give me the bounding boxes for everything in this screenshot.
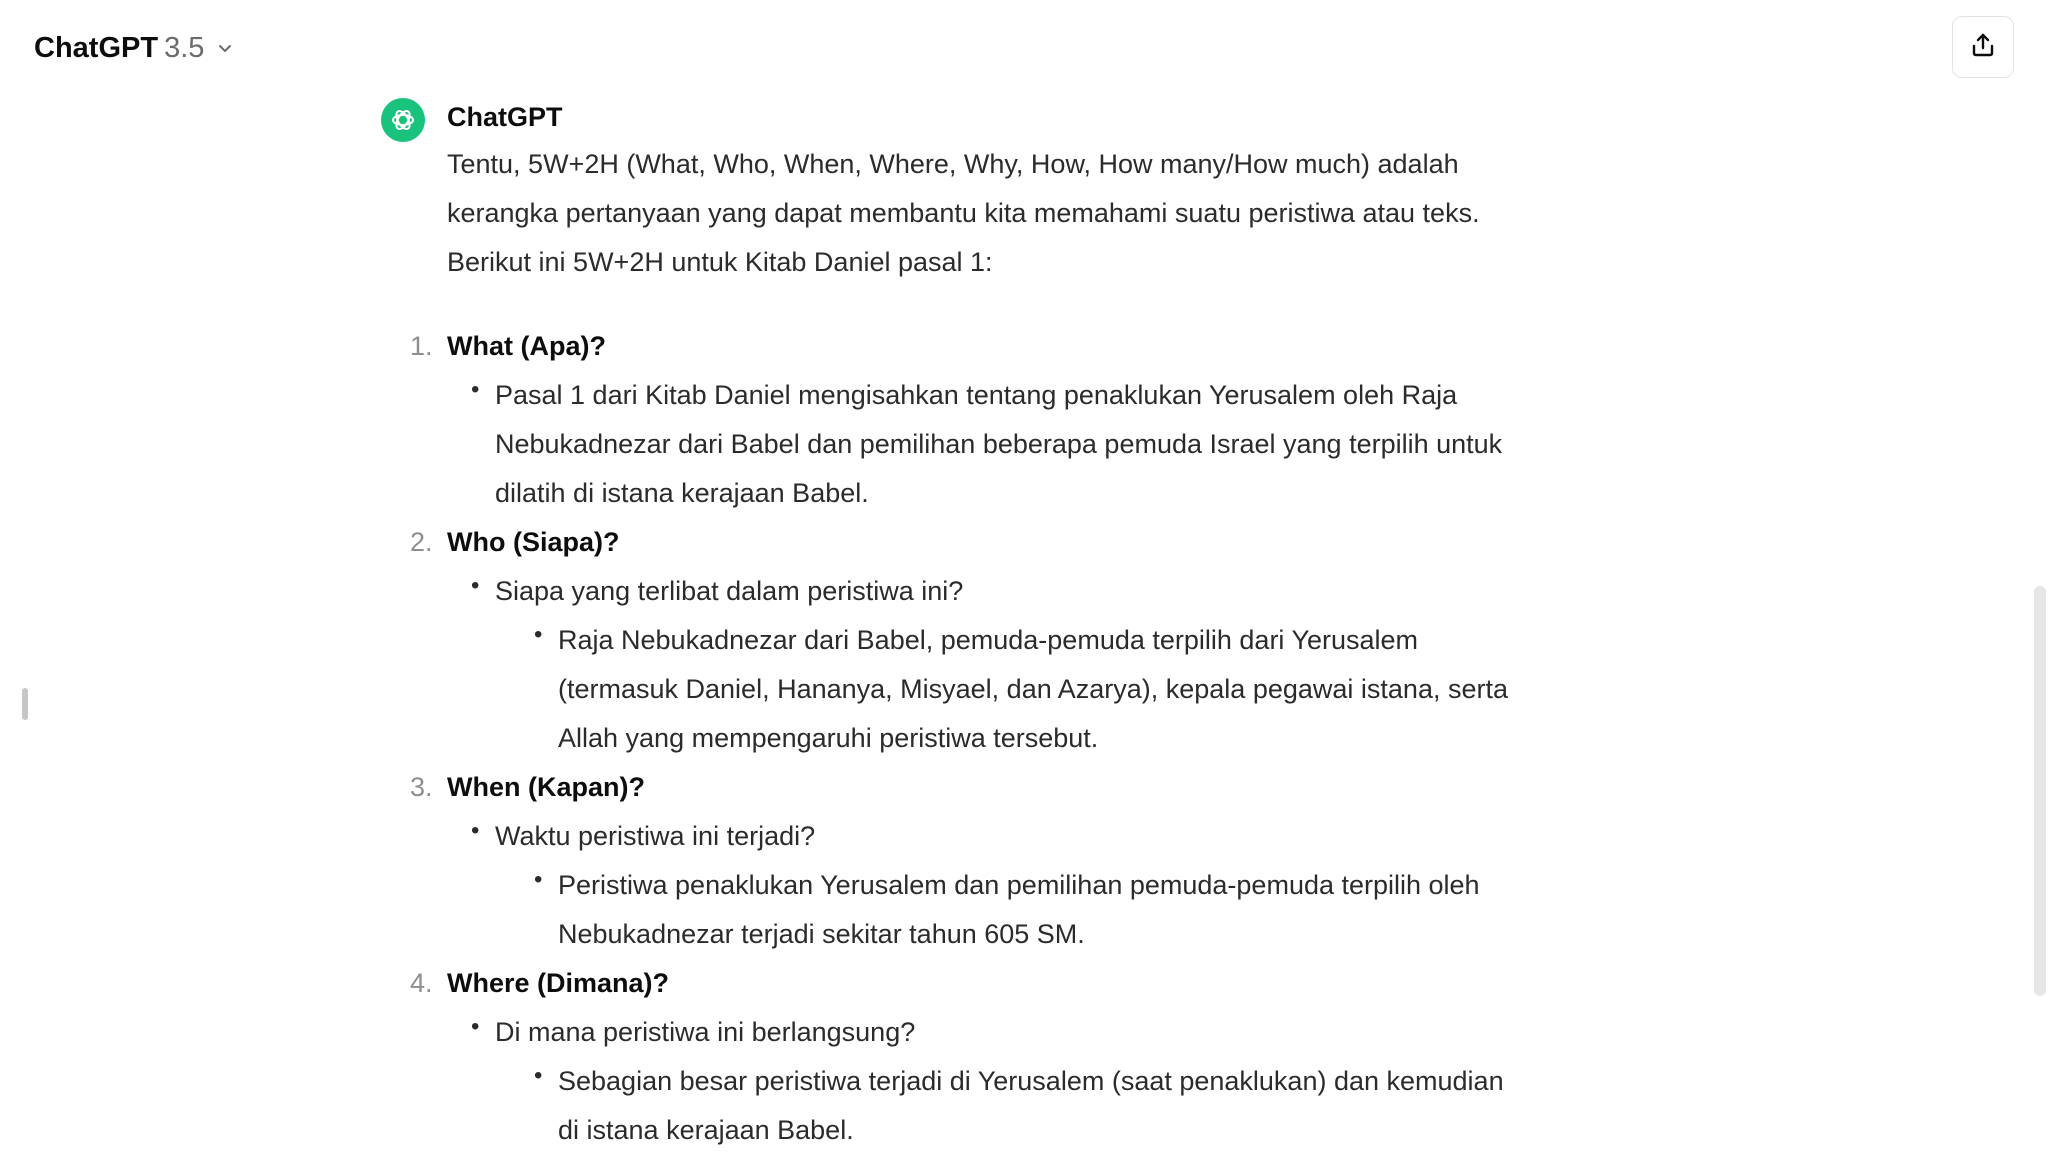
item-title: Who (Siapa)? <box>447 527 620 557</box>
bullet: • Pasal 1 dari Kitab Daniel mengisahkan tentang penaklukan Yerusalem oleh Raja Nebukadnezar dari Babel dan pemilihan beberapa pemuda Israel yang terpilih untuk dilatih di istana kerajaan Babel. <box>495 371 1527 518</box>
sidebar-toggle-handle[interactable] <box>22 688 28 720</box>
chevron-down-icon <box>216 39 234 57</box>
share-icon <box>1970 32 1996 63</box>
message-intro: Tentu, 5W+2H (What, Who, When, Where, Why, How, How many/How much) adalah kerangka pertanyaan yang dapat membantu kita memahami suatu peristiwa atau teks. Berikut ini 5W+2H untuk Kitab Daniel pasal 1: <box>447 149 1480 277</box>
item-number: 2. <box>410 527 433 557</box>
model-version: 3.5 <box>164 31 205 64</box>
bullet: • Di mana peristiwa ini berlangsung? • Sebagian besar peristiwa terjadi di Yerusalem (saat penaklukan) dan kemudian di istana kerajaan Babel. <box>495 1008 1527 1152</box>
sub-bullet: • Sebagian besar peristiwa terjadi di Yerusalem (saat penaklukan) dan kemudian di istana kerajaan Babel. <box>558 1057 1527 1152</box>
bullet: • Waktu peristiwa ini terjadi? • Peristiwa penaklukan Yerusalem dan pemilihan pemuda-pemuda terpilih oleh Nebukadnezar terjadi sekitar tahun 605 SM. <box>495 812 1527 959</box>
sub-bullet: • Raja Nebukadnezar dari Babel, pemuda-pemuda terpilih dari Yerusalem (termasuk Daniel, Hananya, Misyael, dan Azarya), kepala pegawai istana, serta Allah yang mempengaruhi peristiwa tersebut. <box>558 616 1527 763</box>
list-item <box>410 763 1527 959</box>
message-body <box>410 140 1527 1152</box>
item-title: When (Kapan)? <box>447 772 645 802</box>
chatgpt-logo-icon <box>381 98 425 142</box>
list-item <box>410 518 1527 763</box>
share-button[interactable] <box>1952 16 2014 78</box>
item-number: 3. <box>410 772 433 802</box>
item-number: 4. <box>410 968 433 998</box>
model-selector[interactable] <box>24 26 244 70</box>
item-title: What (Apa)? <box>447 331 606 361</box>
item-list <box>410 322 1527 1152</box>
model-name: ChatGPT <box>34 31 159 64</box>
item-number: 1. <box>410 331 433 361</box>
item-title: Where (Dimana)? <box>447 968 670 998</box>
list-item <box>410 322 1527 518</box>
list-item <box>410 959 1527 1152</box>
message-author: ChatGPT <box>447 102 563 132</box>
scrollbar-thumb[interactable] <box>2034 586 2046 996</box>
bullet: • Siapa yang terlibat dalam peristiwa ini? • Raja Nebukadnezar dari Babel, pemuda-pemuda terpilih dari Yerusalem (termasuk Daniel, Hananya, Misyael, dan Azarya), kepala pegawai istana, serta Allah yang mempengaruhi peristiwa tersebut. <box>495 567 1527 763</box>
sub-bullet: • Peristiwa penaklukan Yerusalem dan pemilihan pemuda-pemuda terpilih oleh Nebukadnezar terjadi sekitar tahun 605 SM. <box>558 861 1527 959</box>
